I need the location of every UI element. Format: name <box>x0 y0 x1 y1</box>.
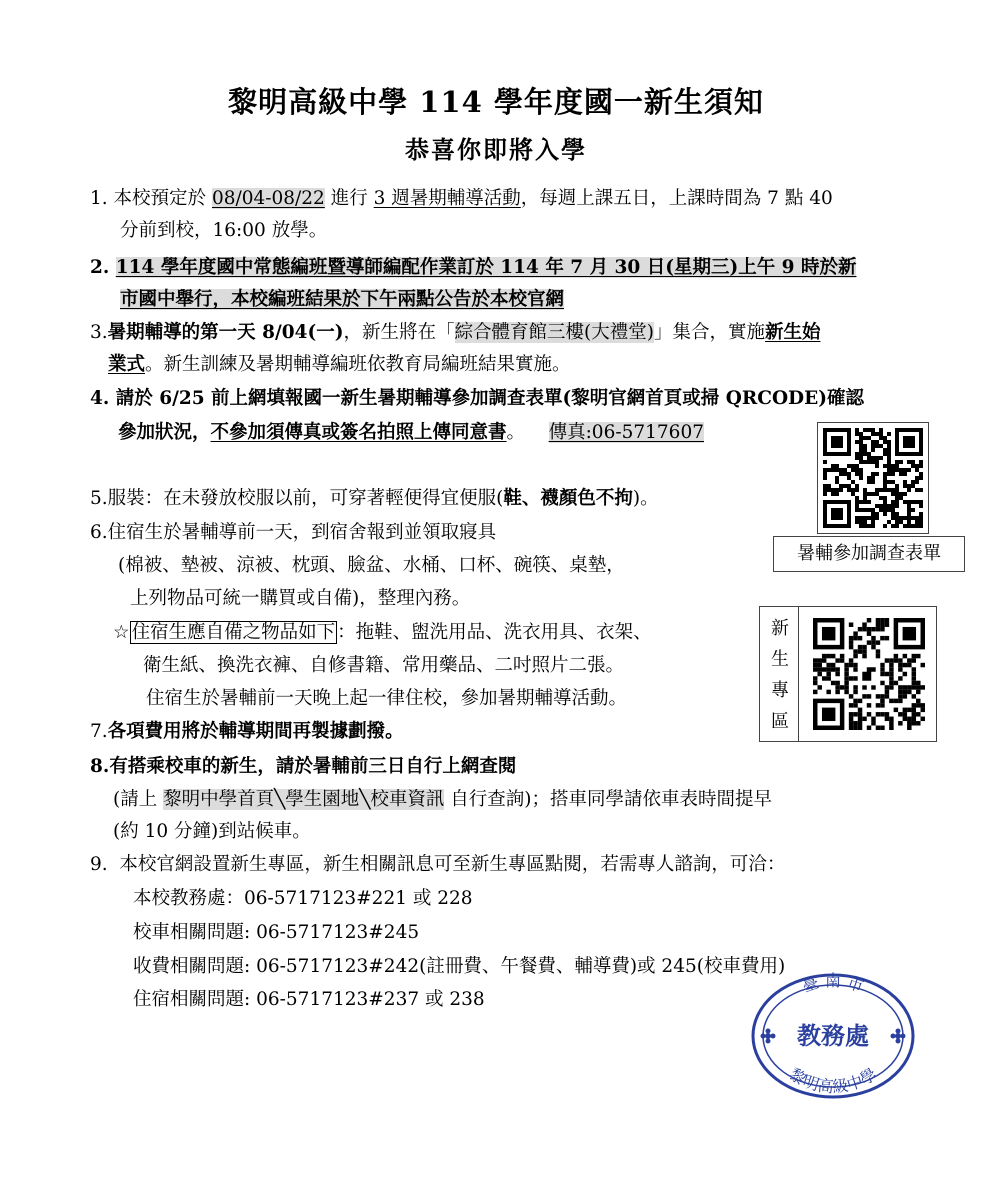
contact-fees: 收費相關問題: 06-5717123#242(註冊費、午餐費、輔導費)或 245(校車費用) <box>133 956 786 977</box>
survey-qr-frame <box>817 422 929 534</box>
item-2-line-1: 2. 114 學年度國中常態編班暨導師編配作業訂於 114 年 7 月 30 日(星期三)上午 9 時於新 <box>90 257 857 278</box>
consent-note: 不參加須傳真或簽名拍照上傳同意書 <box>210 422 507 443</box>
official-stamp <box>748 970 918 1100</box>
contact-academic: 本校教務處：06-5717123#221 或 228 <box>133 888 473 909</box>
item-8-line-2: (請上 黎明中學首頁╲學生園地╲校車資訊 自行查詢)；搭車同學請依車表時間提早 <box>113 789 773 810</box>
item-6-line-3: 上列物品可統一購買或自備)，整理內務。 <box>130 588 471 609</box>
item-2-line-2: 市國中舉行，本校編班結果於下午兩點公告於本校官網 <box>120 289 565 310</box>
item-8-line-1: 8.有搭乘校車的新生，請於暑輔前三日自行上網查閱 <box>90 756 517 777</box>
item-6-line-5: 衛生紙、換洗衣褲、自修書籍、常用藥品、二吋照片二張。 <box>143 655 625 676</box>
survey-qr-code[interactable] <box>823 428 923 528</box>
summer-program: 3 週暑期輔導活動 <box>373 188 521 209</box>
contact-dorm: 住宿相關問題: 06-5717123#237 或 238 <box>133 989 485 1010</box>
item-7: 7.各項費用將於輔導期間再製據劃撥。 <box>90 721 404 742</box>
summer-dates: 08/04-08/22 <box>211 188 325 209</box>
item-4-line-2: 參加狀況，不參加須傳真或簽名拍照上傳同意書。 傳真:06-5717607 <box>118 422 704 443</box>
item-1-line-2: 分前到校，16:00 放學。 <box>120 220 328 241</box>
item-3-line-2: 業式。新生訓練及暑期輔導編班依教育局編班結果實施。 <box>108 354 571 375</box>
stamp-bottom-text: 黎明高級中學 <box>785 1064 881 1097</box>
venue: 綜合體育館三樓(大禮堂) <box>454 322 654 343</box>
stamp-center-text: 教務處 <box>797 1021 869 1050</box>
fax-number: 傳真:06-5717607 <box>548 422 704 443</box>
newstudent-qr-code[interactable] <box>813 618 925 730</box>
page-title: 黎明高級中學 114 學年度國一新生須知 <box>228 85 764 119</box>
self-prepared-items-label: 住宿生應自備之物品如下 <box>131 622 336 643</box>
item-8-line-3: (約 10 分鐘)到站候車。 <box>113 821 311 842</box>
item-1-line-1: 1. 本校預定於 08/04-08/22 進行 3 週暑期輔導活動，每週上課五日，上課時間為 7 點 40 <box>90 188 833 209</box>
newstudent-qr-frame <box>759 606 937 742</box>
item-3-line-1: 3.暑期輔導的第一天 8/04(一)，新生將在「綜合體育館三樓(大禮堂)」集合，實施新生始 <box>90 322 821 343</box>
item-6-line-1: 6.住宿生於暑輔導前一天，到宿舍報到並領取寢具 <box>90 522 497 543</box>
contact-bus: 校車相關問題: 06-5717123#245 <box>133 922 420 943</box>
svg-text:臺 南 市 <box>800 971 866 996</box>
survey-qr-caption: 暑輔參加調查表單 <box>773 536 965 572</box>
bus-info-path: 黎明中學首頁╲學生園地╲校車資訊 <box>163 789 445 810</box>
item-5: 5.服裝：在未發放校服以前，可穿著輕便得宜便服(鞋、襪顏色不拘)。 <box>90 488 659 509</box>
item-4-line-1: 4. 請於 6/25 前上網填報國一新生暑期輔導參加調查表單(黎明官網首頁或掃 QRCODE)確認 <box>90 388 864 409</box>
item-6-line-4: ☆ 住宿生應自備之物品如下 ：拖鞋、盥洗用品、洗衣用具、衣架、 <box>113 622 652 643</box>
item-6-line-6: 住宿生於暑輔前一天晚上起一律住校，參加暑期輔導活動。 <box>146 688 628 709</box>
item-9-line-1: 9. 本校官網設置新生專區，新生相關訊息可至新生專區點閱，若需專人諮詢，可洽： <box>90 854 786 875</box>
item-6-line-2: (棉被、墊被、涼被、枕頭、臉盆、水桶、口杯、碗筷、桌墊， <box>118 555 625 576</box>
newstudent-qr-label: 新 生 專 區 <box>771 618 789 732</box>
page-subtitle: 恭喜你即將入學 <box>405 135 587 164</box>
star-icon: ☆ <box>113 622 130 643</box>
stamp-top-text: 臺 南 市 <box>799 971 867 996</box>
